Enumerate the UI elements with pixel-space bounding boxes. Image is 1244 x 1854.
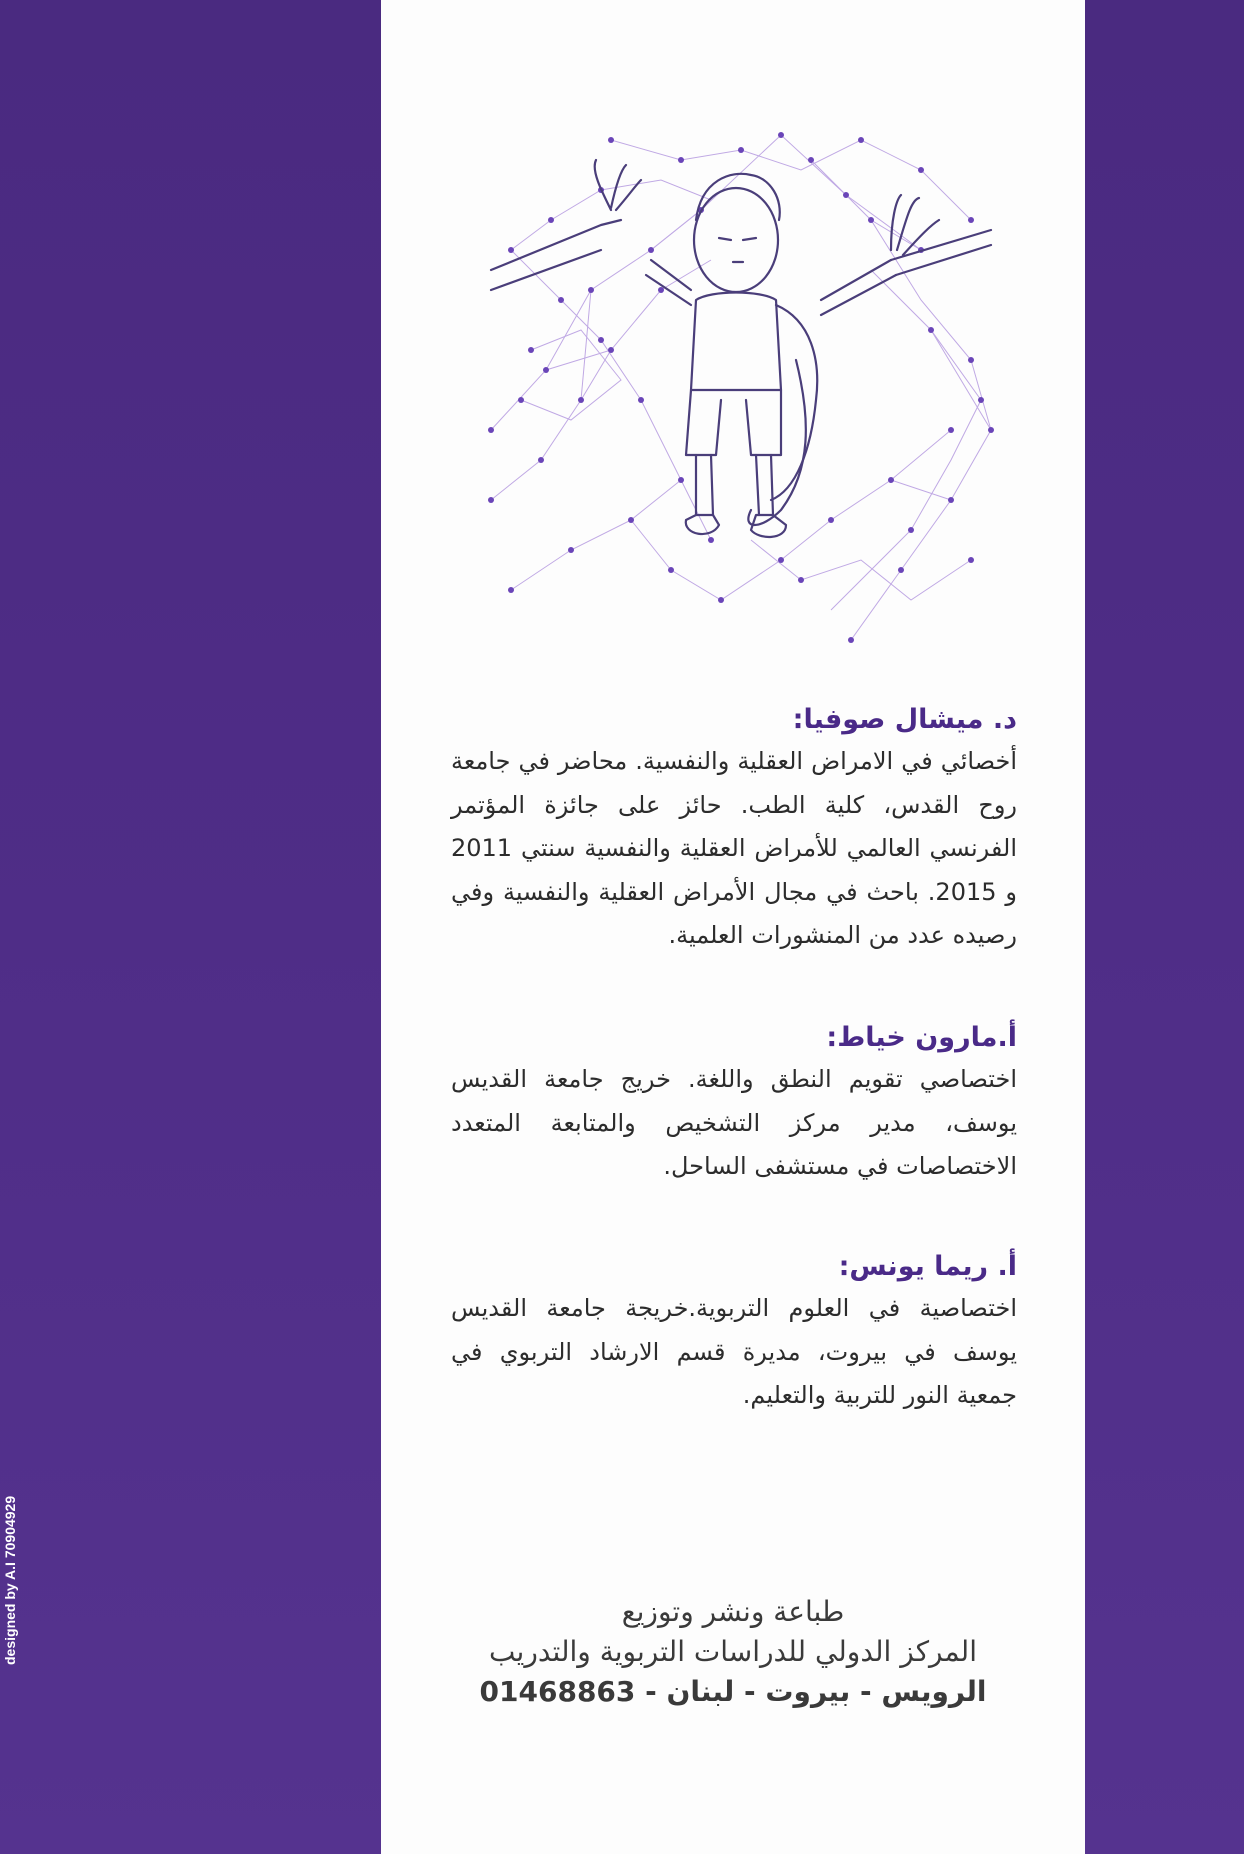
bio-text: أخصائي في الامراض العقلية والنفسية. محاضر في جامعة روح القدس، كلية الطب. حائز على جائزة المؤتمر الفرنسي العالمي للأمراض العقلية والنفسية سنتي 2011 و 2015. باحث في مجال الأمراض العقلية والنفسية وفي رصيده عدد من المنشورات العلمية. xyxy=(451,747,1018,949)
bio-name: أ.مارون خياط: xyxy=(826,1022,1017,1053)
bio-maroun-khayat xyxy=(451,1018,1017,1189)
bio-text: اختصاصية في العلوم التربوية.خريجة جامعة القديس يوسف في بيروت، مديرة قسم الارشاد التربوي في جمعية النور للتربية والتعليم. xyxy=(451,1294,1017,1409)
left-purple-band xyxy=(0,0,381,1854)
boy-network-illustration xyxy=(451,100,1031,660)
publisher-line-1: طباعة ونشر وتوزيع xyxy=(621,1595,845,1628)
publisher-address: الرويس - بيروت - لبنان - 01468863 xyxy=(479,1675,987,1708)
publisher-line-2: المركز الدولي للدراسات التربوية والتدريب xyxy=(489,1635,977,1668)
right-purple-band xyxy=(1085,0,1244,1854)
publisher-block xyxy=(441,1592,1025,1712)
bio-text: اختصاصي تقويم النطق واللغة. خريج جامعة القديس يوسف، مدير مركز التشخيص والمتابعة المتعدد الاختصاصات في مستشفى الساحل. xyxy=(451,1065,1017,1180)
bio-rima-younes xyxy=(451,1247,1017,1418)
designer-credit: designed by A.I 70904929 xyxy=(2,1495,18,1665)
bio-michel-soufia xyxy=(451,700,1017,958)
bio-name: د. ميشال صوفيا: xyxy=(792,704,1017,735)
back-cover-panel xyxy=(381,0,1085,1854)
bio-name: أ. ريما يونس: xyxy=(838,1251,1017,1282)
